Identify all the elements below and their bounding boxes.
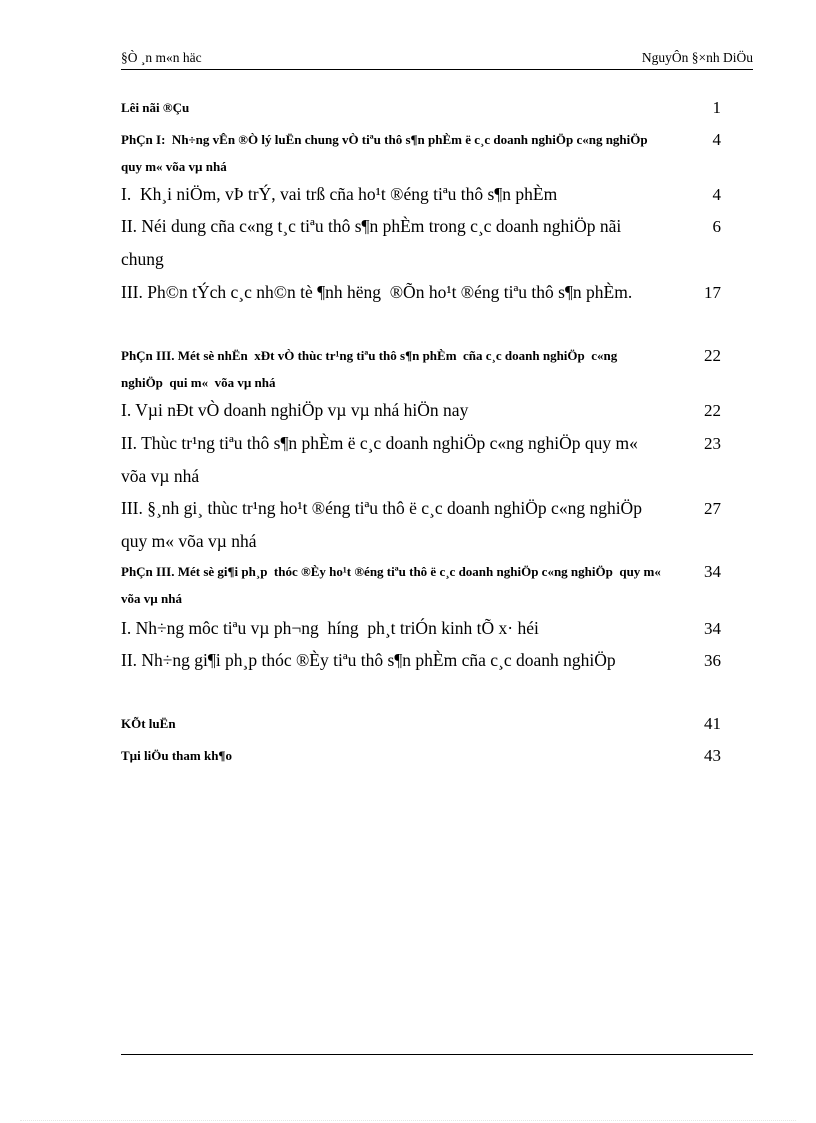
toc-entry-page: 23 xyxy=(704,434,721,453)
toc-entry-title: III. §¸nh gi¸ thùc tr¹ng ho¹t ®éng tiªu thô ë c¸c doanh nghiÖp c«ng nghiÖp quy m« võa vµ nhá xyxy=(121,498,647,551)
toc-entry-page: 27 xyxy=(704,499,721,518)
toc-entry-title: PhÇn III. Mét sè gi¶i ph¸p thóc ®Èy ho¹t ®éng tiªu thô ë c¸c doanh nghiÖp c«ng nghiÖp quy m« võa vµ nhá xyxy=(121,564,668,606)
toc-entry-title: I. Nh÷ng môc tiªu vµ ph¬ng híng ph¸t triÓn kinh tÕ x· héi xyxy=(121,618,539,638)
toc-entry-page: 22 xyxy=(704,401,721,420)
toc-entry-page: 36 xyxy=(704,651,721,670)
header-document-title: §Ò ¸n m«n häc xyxy=(121,50,202,65)
footer-divider xyxy=(121,1054,753,1055)
toc-entry-title: III. Ph©n tÝch c¸c nh©n tè ¶nh hëng ®Õn ho¹t ®éng tiªu thô s¶n phÈm. xyxy=(121,282,633,302)
toc-entry-title: II. Thùc tr¹ng tiªu thô s¶n phÈm ë c¸c doanh nghiÖp c«ng nghiÖp quy m« võa vµ nhá xyxy=(121,433,643,486)
toc-entry-page: 34 xyxy=(704,562,721,581)
toc-entry-title: Lêi nãi ®Çu xyxy=(121,100,190,115)
page-header xyxy=(121,50,753,70)
toc-entry-title: PhÇn III. Mét sè nhËn xÐt vÒ thùc tr¹ng tiªu thô s¶n phÈm cña c¸c doanh nghiÖp c«ng nghiÖp qui m« võa vµ nhá xyxy=(121,348,621,390)
toc-entry-title: II. Nh÷ng gi¶i ph¸p thóc ®Èy tiªu thô s¶n phÈm cña c¸c doanh nghiÖp xyxy=(121,650,616,670)
toc-entry-title: I. Kh¸i niÖm, vÞ trÝ, vai trß cña ho¹t ®éng tiªu thô s¶n phÈm xyxy=(121,184,558,204)
toc-entry-title: Tµi liÖu tham kh¶o xyxy=(121,748,232,763)
page-edge xyxy=(20,1120,796,1121)
toc-entry-page: 4 xyxy=(712,130,721,149)
toc-entry-title: II. Néi dung cña c«ng t¸c tiªu thô s¶n phÈm trong c¸c doanh nghiÖp nãi chung xyxy=(121,216,626,269)
toc-entry-title: PhÇn I: Nh÷ng vÊn ®Ò lý luËn chung vÒ tiªu thô s¶n phÈm ë c¸c doanh nghiÖp c«ng nghiÖp quy m« võa vµ nhá xyxy=(121,132,651,174)
toc-entry-page: 41 xyxy=(704,714,721,733)
header-author-name: NguyÔn §×nh DiÖu xyxy=(641,50,753,65)
toc-entry-title: I. Vµi nÐt vÒ doanh nghiÖp vµ vµ nhá hiÖn nay xyxy=(121,400,469,420)
toc-entry-page: 4 xyxy=(712,185,721,204)
header-divider xyxy=(121,69,753,70)
toc-entry-page: 43 xyxy=(704,746,721,765)
toc-entry-page: 6 xyxy=(712,217,721,236)
toc-entry-page: 22 xyxy=(704,346,721,365)
toc-entry-title: KÕt luËn xyxy=(121,716,176,731)
toc-entry-page: 34 xyxy=(704,619,721,638)
toc-entry-page: 17 xyxy=(704,283,721,302)
toc-entry-page: 1 xyxy=(712,98,721,117)
